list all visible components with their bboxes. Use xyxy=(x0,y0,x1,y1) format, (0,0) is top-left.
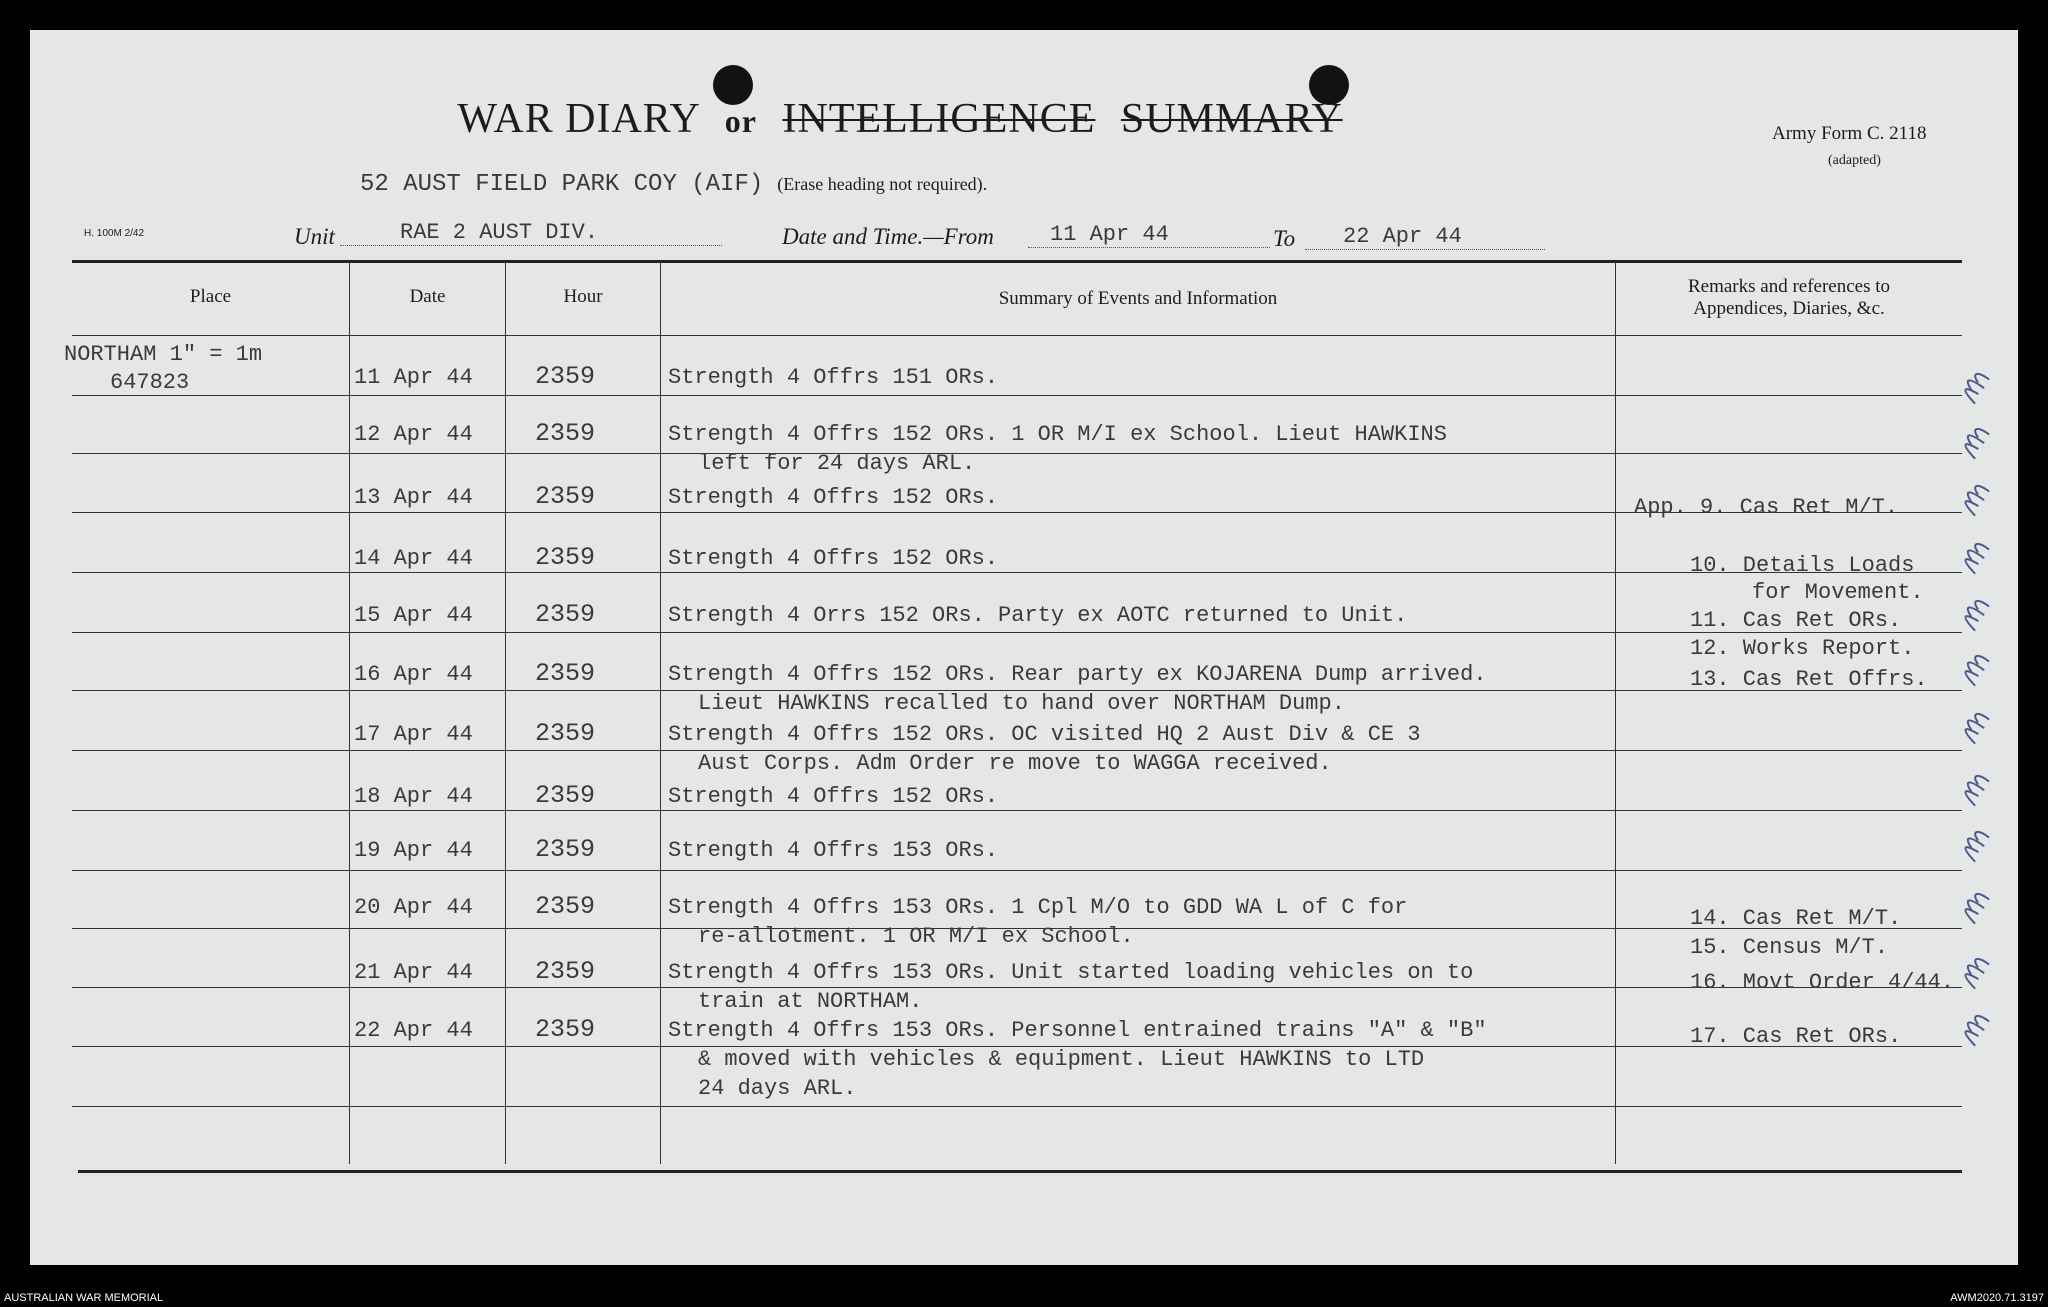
row-rule xyxy=(72,870,1962,871)
entry-date: 15 Apr 44 xyxy=(354,603,473,628)
column-header-hour: Hour xyxy=(563,286,603,307)
to-value: 22 Apr 44 xyxy=(1343,224,1462,249)
title-summary-struck: SUMMARY xyxy=(1120,96,1343,142)
table-bottom-rule xyxy=(78,1170,1962,1173)
column-divider-3 xyxy=(660,262,661,1164)
column-header-date: Date xyxy=(409,286,446,307)
entry-summary-line: Strength 4 Offrs 152 ORs. OC visited HQ 2 Aust Div & CE 3 xyxy=(668,722,1421,747)
unit-label: Unit xyxy=(294,224,335,249)
footer-source: AUSTRALIAN WAR MEMORIAL xyxy=(4,1292,164,1304)
entry-hour: 2359 xyxy=(535,482,596,511)
row-rule xyxy=(72,572,1962,573)
row-rule xyxy=(72,453,1962,454)
entry-summary-line: 24 days ARL. xyxy=(698,1076,857,1101)
entry-summary-line: re-allotment. 1 OR M/I ex School. xyxy=(698,924,1134,949)
row-rule xyxy=(72,987,1962,988)
entry-date: 21 Apr 44 xyxy=(354,960,473,985)
remark-item: 13. Cas Ret Offrs. xyxy=(1690,667,1928,692)
remark-item: 14. Cas Ret M/T. xyxy=(1690,906,1902,931)
entry-summary-line: Strength 4 Offrs 151 ORs. xyxy=(668,365,999,390)
entry-summary-line: Lieut HAWKINS recalled to hand over NORTHAM Dump. xyxy=(698,691,1345,716)
entry-hour: 2359 xyxy=(535,957,596,986)
entry-summary-line: Strength 4 Offrs 153 ORs. 1 Cpl M/O to GDD WA L of C for xyxy=(668,895,1408,920)
column-header-remarks xyxy=(1616,276,1962,320)
entry-summary-line: Strength 4 Orrs 152 ORs. Party ex AOTC returned to Unit. xyxy=(668,603,1408,628)
entry-summary-line: Strength 4 Offrs 152 ORs. xyxy=(668,784,999,809)
entry-hour: 2359 xyxy=(535,781,596,810)
row-rule xyxy=(72,395,1962,396)
entry-hour: 2359 xyxy=(535,600,596,629)
entry-hour: 2359 xyxy=(535,543,596,572)
title-or: or xyxy=(724,103,757,139)
remarks-header-line-2: Appendices, Diaries, &c. xyxy=(1693,298,1885,319)
remark-item: 12. Works Report. xyxy=(1690,636,1915,661)
entry-hour: 2359 xyxy=(535,835,596,864)
remark-item: 11. Cas Ret ORs. xyxy=(1690,608,1902,633)
datetime-label: Date and Time.—From xyxy=(782,224,994,249)
remark-item: 16. Movt Order 4/44. xyxy=(1690,970,1955,995)
column-header-place: Place xyxy=(189,286,232,307)
row-rule xyxy=(72,1106,1962,1107)
remark-item: 15. Census M/T. xyxy=(1690,935,1889,960)
remarks-header-line-1: Remarks and references to xyxy=(1687,276,1891,297)
entry-summary-line: & moved with vehicles & equipment. Lieut HAWKINS to LTD xyxy=(698,1047,1425,1072)
column-divider-2 xyxy=(505,262,506,1164)
row-rule xyxy=(72,810,1962,811)
column-divider-4 xyxy=(1615,262,1616,1164)
entry-summary-line: Strength 4 Offrs 152 ORs. xyxy=(668,546,999,571)
entry-summary-line: Strength 4 Offrs 153 ORs. Unit started loading vehicles on to xyxy=(668,960,1474,985)
title-intelligence-struck: INTELLIGENCE xyxy=(782,96,1096,142)
adapted-note: (adapted) xyxy=(1828,153,1881,168)
entry-summary-line: Strength 4 Offrs 153 ORs. xyxy=(668,838,999,863)
row-rule xyxy=(72,335,1962,336)
from-dotline xyxy=(1028,247,1270,248)
entry-date: 16 Apr 44 xyxy=(354,662,473,687)
remark-item: App. 9. Cas Ret M/T. xyxy=(1634,495,1899,520)
entry-hour: 2359 xyxy=(535,659,596,688)
column-divider-1 xyxy=(349,262,350,1164)
entry-summary-line: Strength 4 Offrs 152 ORs. 1 OR M/I ex School. Lieut HAWKINS xyxy=(668,422,1447,447)
place-line-1: NORTHAM 1" = 1m xyxy=(64,342,263,367)
to-label: To xyxy=(1273,226,1296,251)
remark-item: 17. Cas Ret ORs. xyxy=(1690,1024,1902,1049)
entry-date: 11 Apr 44 xyxy=(354,365,473,390)
unit-dotline xyxy=(340,245,722,246)
unit-name-typed: 52 AUST FIELD PARK COY (AIF) xyxy=(360,171,764,198)
unit-value: RAE 2 AUST DIV. xyxy=(400,220,599,245)
to-dotline xyxy=(1305,249,1545,250)
from-value: 11 Apr 44 xyxy=(1050,222,1169,247)
entry-summary-line: train at NORTHAM. xyxy=(698,989,923,1014)
table-top-rule xyxy=(72,260,1962,263)
column-header-summary: Summary of Events and Information xyxy=(998,288,1278,309)
entry-hour: 2359 xyxy=(535,362,596,391)
entry-date: 18 Apr 44 xyxy=(354,784,473,809)
entry-summary-line: Aust Corps. Adm Order re move to WAGGA received. xyxy=(698,751,1332,776)
entry-hour: 2359 xyxy=(535,1015,596,1044)
place-line-2: 647823 xyxy=(110,370,190,395)
entry-date: 20 Apr 44 xyxy=(354,895,473,920)
entry-date: 13 Apr 44 xyxy=(354,485,473,510)
entry-hour: 2359 xyxy=(535,892,596,921)
entry-date: 12 Apr 44 xyxy=(354,422,473,447)
remark-item: for Movement. xyxy=(1752,580,1924,605)
entry-hour: 2359 xyxy=(535,719,596,748)
army-form-number: Army Form C. 2118 xyxy=(1772,123,1927,144)
form-code: H. 100M 2/42 xyxy=(84,228,145,239)
entry-summary-line: left for 24 days ARL. xyxy=(698,451,976,476)
page-title xyxy=(400,95,1400,143)
unit-name-line xyxy=(360,170,987,198)
entry-summary-line: Strength 4 Offrs 152 ORs. Rear party ex KOJARENA Dump arrived. xyxy=(668,662,1487,687)
entry-summary-line: Strength 4 Offrs 153 ORs. Personnel entrained trains "A" & "B" xyxy=(668,1018,1487,1043)
entry-date: 14 Apr 44 xyxy=(354,546,473,571)
entry-summary-line: Strength 4 Offrs 152 ORs. xyxy=(668,485,999,510)
footer-accession-number: AWM2020.71.3197 xyxy=(1950,1292,2044,1304)
title-war-diary: WAR DIARY xyxy=(457,96,700,142)
entry-date: 22 Apr 44 xyxy=(354,1018,473,1043)
erase-note: (Erase heading not required). xyxy=(777,174,988,194)
entry-hour: 2359 xyxy=(535,419,596,448)
entry-date: 17 Apr 44 xyxy=(354,722,473,747)
entry-date: 19 Apr 44 xyxy=(354,838,473,863)
row-rule xyxy=(72,632,1962,633)
remark-item: 10. Details Loads xyxy=(1690,553,1915,578)
